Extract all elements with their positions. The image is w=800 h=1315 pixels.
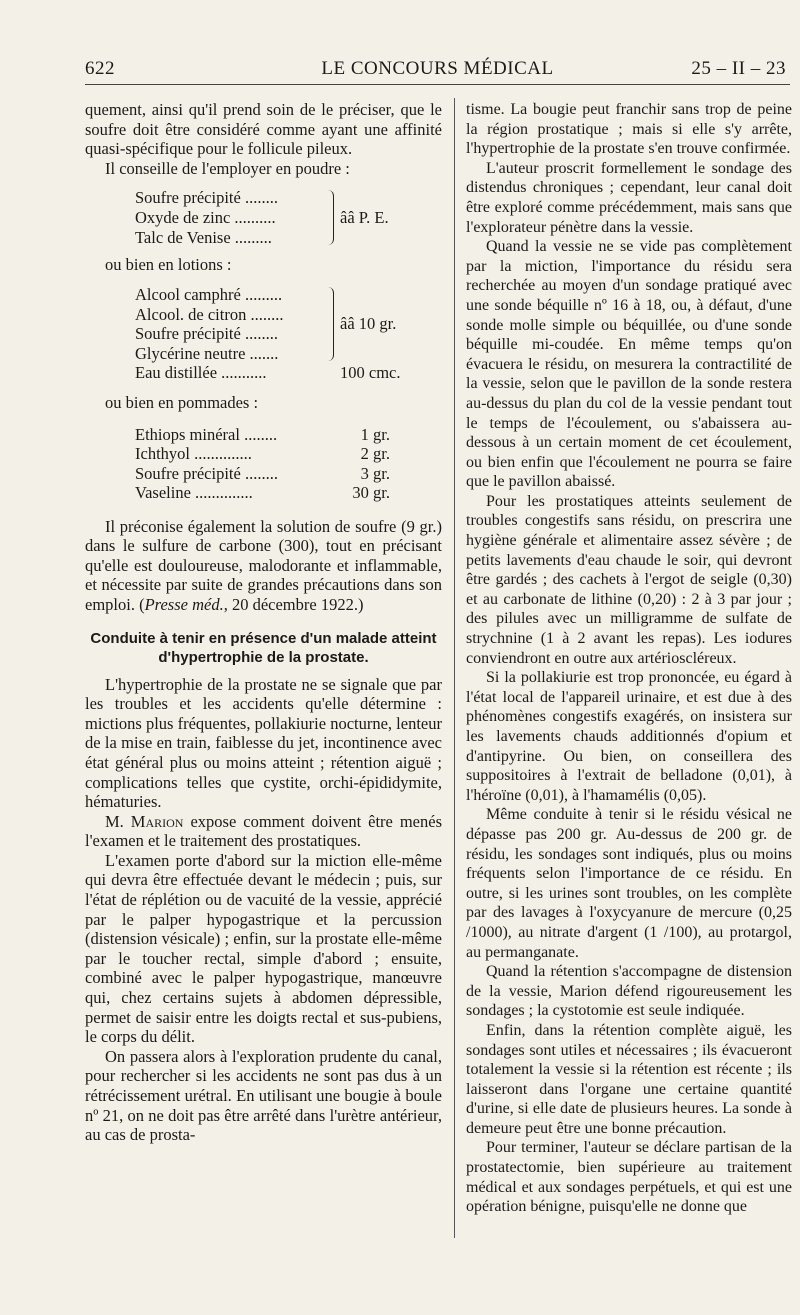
amount: 30 gr. <box>352 483 390 503</box>
powder-formula <box>135 188 442 247</box>
formula-line: Eau distillée ........... <box>135 363 267 383</box>
text: , 20 décembre 1922.) <box>223 594 364 614</box>
text: M. <box>105 811 131 831</box>
paragraph: ou bien en pommades : <box>105 392 259 412</box>
pommade-formula <box>135 425 442 505</box>
issue-date: 25 – II – 23 <box>691 58 786 79</box>
paragraph: Pour les prostatiques atteints seulement de troubles congestifs sans résidu, on prescrira une hygiène générale et alimentaire assez sévère ; de petits lavements d'eau chaude le soir, qui devront être gardés ; des cachets à l'ergot de seigle (0,30) et au carbonate de lithine (0,20) : 2 à 3 par jour ; des pilules avec un milligramme de sulfate de strychnine (1 à 2 avant les repas). Les iodures conviendront en outre aux artérioscléreux. <box>466 492 792 667</box>
brace <box>327 287 334 361</box>
formula-line: Talc de Venise ......... <box>135 227 272 247</box>
formula-line <box>135 444 442 464</box>
formula-line: Oxyde de zinc .......... <box>135 207 276 227</box>
paragraph: Pour terminer, l'auteur se déclare partisan de la prostatectomie, bien supérieure au traitement médical et aux sondages perpétuels, et qui est une opération bénigne, puisqu'elle ne donne que <box>466 1139 792 1216</box>
formula-line: Alcool. de citron ........ <box>135 304 284 324</box>
right-column <box>466 100 792 1217</box>
header-rule <box>85 84 790 85</box>
amount: 1 gr. <box>360 424 390 444</box>
lotion-formula <box>135 285 442 383</box>
formula-line: Soufre précipité ........ <box>135 188 278 208</box>
paragraph: Enfin, dans la rétention complète aiguë, les sondages sont utiles et nécessaires ; ils évacueront totalement la vessie si la rétention est récente ; ils laisseront dans l'organe une certaine quantité d'urine, si elle date de plusieurs heures. La sonde à demeure peut être une bonne précaution. <box>466 1021 792 1137</box>
paragraph: L'examen porte d'abord sur la miction elle-même qui devra être effectuée devant le médecin ; puis, sur l'état de réplétion ou de vacuité de la vessie, apprécié par le palper hypogastrique et la percussion (distension vésicale) ; enfin, sur la prostate elle-même par le toucher rectal, simple d'abord ; ensuite, combiné avec le palper hypogastrique, manœuvre qui, chez certains sujets à abdomen dépressible, permet de saisir entre les doigts rectal et sus-pubiens, le corps du délit. <box>85 850 442 1047</box>
paragraph <box>85 517 442 615</box>
formula-line: Soufre précipité ........ <box>135 324 278 344</box>
formula-amount: 100 cmc. <box>340 362 401 382</box>
paragraph: ou bien en lotions : <box>105 255 232 275</box>
ingredient: Ichthyol .............. <box>135 444 252 464</box>
column-divider <box>454 98 455 1238</box>
amount: 3 gr. <box>360 463 390 483</box>
author-name: Marion <box>130 811 184 831</box>
ingredient: Ethiops minéral ........ <box>135 424 278 444</box>
journal-title: LE CONCOURS MÉDICAL <box>321 58 554 79</box>
paragraph: Si la pollakiurie est trop prononcée, eu égard à l'état local de l'appareil urinaire, et est due à des phénomènes congestifs exagérés, on insistera sur les lavements chauds additionnés d'opium et d'antipyrine. Ou bien, on conseillera des suppositoires à l'extrait de belladone (0,01), à l'héroïne (0,01), à l'hamamélis (0,05). <box>466 669 792 804</box>
paragraph: Il conseille de l'employer en poudre : <box>105 158 350 178</box>
formula-line <box>135 425 442 445</box>
ingredient: Soufre précipité ........ <box>135 463 278 483</box>
paragraph: tisme. La bougie peut franchir sans trop de peine la région prostatique ; mais si elle s'y arrête, l'hypertrophie de la prostate s'en trouve confirmée. <box>466 101 792 158</box>
paragraph: Quand la vessie ne se vide pas complètement par la miction, l'importance du résidu sera recherchée au moyen d'un sondage pratiqué avec une sonde béquille nº 16 à 18, ou, à défaut, d'une sonde molle simple ou béquillée, ou d'une sonde béquille mi-coudée. En même temps qu'on évacuera le résidu, on mesurera la contractilité de la vessie, selon que le pavillon de la sonde restera au-dessus du plan du col de la vessie pendant tout le temps de l'écoulement, ou s'abaissera au-dessous à un certain moment de cet écoulement, ou bien enfin que l'écoulement ne pourra se faire que le pavillon abaissé. <box>466 238 792 491</box>
paragraph: L'hypertrophie de la prostate ne se signale que par les troubles et les accidents qu'elle détermine : mictions plus fréquentes, pollakiurie nocturne, lenteur de la mise en train, faiblesse du jet, incontinence avec état général plus ou moins atteint ; rétention aiguë ; complications telles que cystite, orchi-épididymite, hématuries. <box>85 674 442 812</box>
formula-line: Glycérine neutre ....... <box>135 343 279 363</box>
paragraph <box>85 812 442 851</box>
text: expose comment doivent être menés l'examen et le traitement des prostatiques. <box>85 811 443 851</box>
citation: Presse méd. <box>144 594 224 614</box>
page-number: 622 <box>85 58 115 79</box>
formula-line <box>135 483 442 503</box>
text: Il préconise également la solution de soufre (9 gr.) dans le sulfure de carbone (300), tout en précisant qu'elle est douloureuse, malodorante et inflammable, et nécessite par suite de grandes précautions dans son emploi. ( <box>85 516 442 614</box>
left-column <box>85 100 442 1145</box>
section-heading: Conduite à tenir en présence d'un malade atteint d'hypertrophie de la prostate. <box>90 629 437 666</box>
paragraph: quement, ainsi qu'il prend soin de le préciser, que le soufre doit être considéré comme ayant une affinité quasi-spécifique pour le follicule pileux. <box>85 100 442 159</box>
formula-line: Alcool camphré ......... <box>135 284 283 304</box>
formula-line <box>135 464 442 484</box>
paragraph: Quand la rétention s'accompagne de distension de la vessie, Marion défend rigoureusement les sondages ; la cystotomie est seule indiquée. <box>466 963 792 1020</box>
paragraph: On passera alors à l'exploration prudente du canal, pour rechercher si les accidents ne sont pas dus à un rétrécissement urétral. En utilisant une bougie à boule nº 21, on ne doit pas être arrêté dans l'urètre antérieur, au cas de prosta- <box>85 1046 442 1145</box>
paragraph: L'auteur proscrit formellement le sondage des distendus chroniques ; cependant, leur canal doit être exploré comme précédemment, mais sans que l'explorateur pénètre dans la vessie. <box>466 159 792 236</box>
paragraph: Même conduite à tenir si le résidu vésical ne dépasse pas 200 gr. Au-dessus de 200 gr. de résidu, les sondages sont indiqués, plus ou moins fréquents selon l'importance de ce résidu. En outre, si les urines sont troubles, on les complète par des lavages à l'oxycyanure de mercure (0,25 /1000), au nitrate d'argent (1 /100), au protargol, au permanganate. <box>466 806 792 961</box>
formula-dose: ââ P. E. <box>340 208 389 228</box>
formula-dose: ââ 10 gr. <box>340 313 397 333</box>
ingredient: Vaseline .............. <box>135 483 253 503</box>
amount: 2 gr. <box>360 444 390 464</box>
brace <box>327 190 334 245</box>
